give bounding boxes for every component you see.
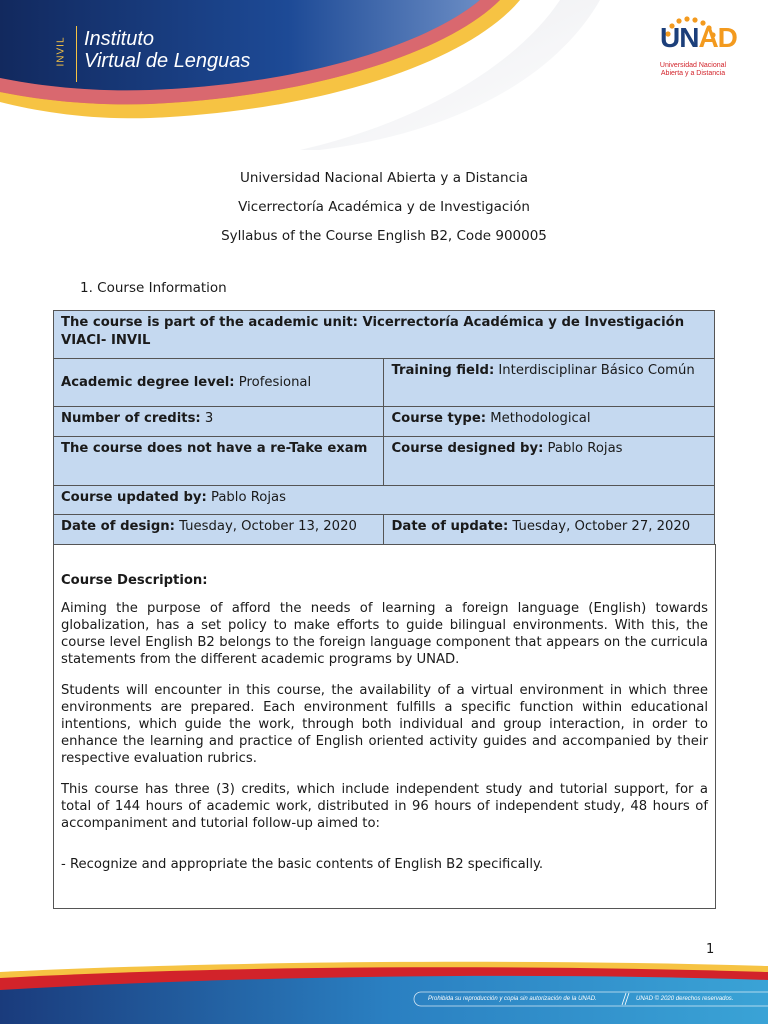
- design-date-label: Date of design:: [61, 519, 175, 534]
- training-field-cell: [384, 359, 715, 407]
- update-date-label: Date of update:: [391, 519, 509, 534]
- degree-level-cell: [54, 359, 384, 407]
- retake-label: The course does not have a re-Take exam: [61, 441, 368, 456]
- institute-name: [84, 28, 284, 72]
- course-type-label: Course type:: [391, 411, 487, 426]
- design-date-cell: [54, 515, 384, 545]
- invil-logo: [55, 26, 282, 86]
- invil-vertical-text: INVIL: [55, 36, 67, 67]
- table-row: [54, 437, 715, 486]
- footer-banner: [0, 958, 768, 1024]
- course-description-title: Course Description:: [61, 573, 208, 588]
- training-field-label: Training field:: [391, 363, 495, 378]
- updated-by-cell: [54, 486, 715, 515]
- institute-name-line1: Instituto: [84, 28, 155, 50]
- designed-by-label: Course designed by:: [391, 441, 544, 456]
- unad-wordmark-un: UN: [660, 22, 699, 53]
- credits-cell: [54, 407, 384, 437]
- institute-name-line2: Virtual de Lenguas: [84, 50, 251, 72]
- footer-notice: Prohibida su reproducción y copia sin autorización de la UNAD.: [428, 996, 597, 1002]
- description-paragraph: Aiming the purpose of afford the needs of learning a foreign language (English) towards globalization, has a set policy to make efforts to guide bilingual environments. With this, the course level English B2 belongs to the foreign language component that appears on the curricula statements from the different academic programs by UNAD.: [61, 601, 708, 667]
- table-row: [54, 407, 715, 437]
- table-row: [54, 486, 715, 515]
- description-paragraph: Students will encounter in this course, the availability of a virtual environment in which three environments are prepared. Each environment fulfills a specific function within educational intentions, which guide the work, through both individual and group interaction, in order to enhance the learning and practice of English oriented activity guides and accompanied by their respective evaluation rubrics.: [61, 683, 708, 766]
- designed-by-value: Pablo Rojas: [543, 441, 623, 456]
- training-field-value: Interdisciplinar Básico Común: [494, 363, 695, 378]
- description-bullet: - Recognize and appropriate the basic contents of English B2 specifically.: [61, 857, 544, 872]
- update-date-cell: [384, 515, 715, 545]
- university-title: Universidad Nacional Abierta y a Distancia: [239, 170, 529, 186]
- updated-by-value: Pablo Rojas: [206, 490, 286, 505]
- section-heading-course-information: 1. Course Information: [80, 280, 227, 296]
- degree-level-label: Academic degree level:: [61, 374, 235, 390]
- degree-level-value: Profesional: [234, 374, 312, 390]
- unad-wordmark-ad: AD: [698, 22, 737, 53]
- credits-value: 3: [200, 411, 214, 426]
- course-information-table: [53, 310, 715, 545]
- table-row: [54, 515, 715, 545]
- unad-subtitle-line2: Abierta y a Distancia: [660, 70, 726, 77]
- update-date-value: Tuesday, October 27, 2020: [508, 519, 691, 534]
- retake-cell: [54, 437, 384, 486]
- unad-subtitle: [636, 62, 750, 78]
- designed-by-cell: [384, 437, 715, 486]
- footer-copyright: UNAD © 2020 derechos reservados.: [636, 996, 734, 1002]
- course-description-box: [53, 544, 716, 909]
- table-row: [54, 311, 715, 359]
- table-row: [54, 359, 715, 407]
- course-type-value: Methodological: [486, 411, 591, 426]
- syllabus-title: Syllabus of the Course English B2, Code 900005: [221, 228, 547, 244]
- document-title-block: [0, 164, 768, 251]
- page-number: 1: [706, 942, 715, 957]
- course-type-cell: [384, 407, 715, 437]
- unad-wordmark: [660, 22, 737, 54]
- design-date-value: Tuesday, October 13, 2020: [174, 519, 357, 534]
- unad-logo: [630, 16, 750, 96]
- vicerrectoria-title: Vicerrectoría Académica y de Investigación: [238, 199, 530, 215]
- credits-label: Number of credits:: [61, 411, 201, 426]
- academic-unit-label: The course is part of the academic unit: Vicerrectoría Académica y de Investigación VIACI- INVIL: [61, 315, 685, 348]
- invil-vertical-mark: [55, 26, 77, 82]
- unad-subtitle-line1: Universidad Nacional: [659, 62, 727, 69]
- academic-unit-cell: [54, 311, 715, 359]
- description-paragraph: This course has three (3) credits, which include independent study and tutorial support, for a total of 144 hours of academic work, distributed in 96 hours of independent study, 48 hours of accompaniment and tutorial follow-up aimed to:: [61, 782, 708, 831]
- updated-by-label: Course updated by:: [61, 490, 207, 505]
